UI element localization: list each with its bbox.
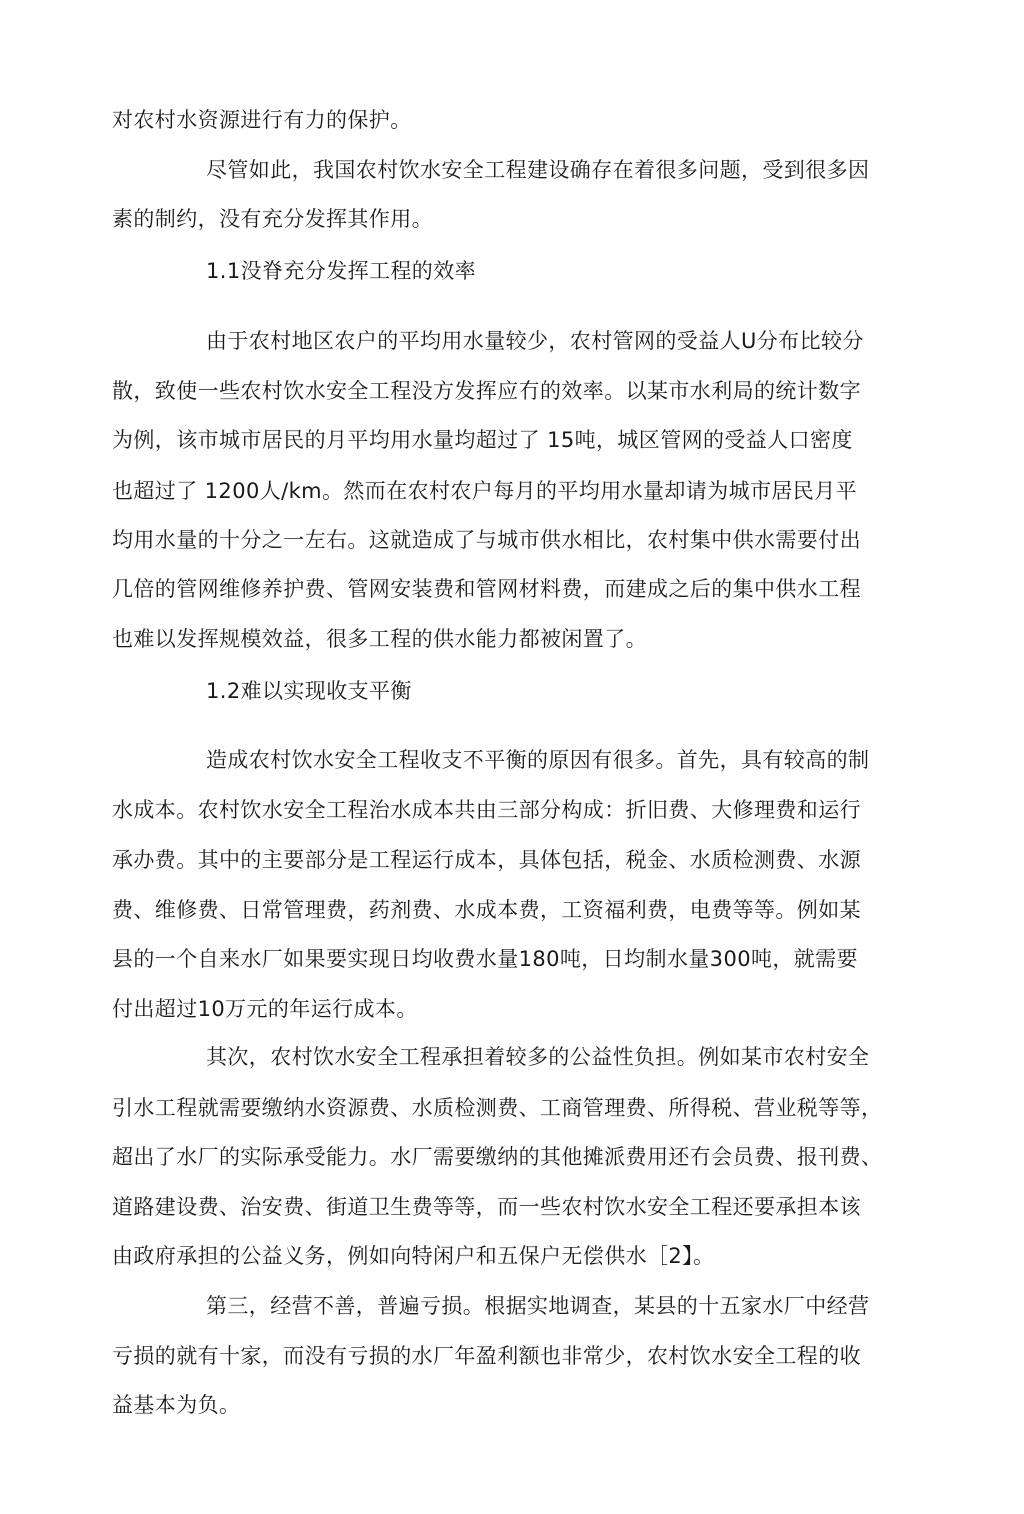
text-line: 也超过了 1200人/km。然而在农村农户每月的平均用水量却请为城市居民月平 [112, 479, 858, 503]
paragraph-first-line: 造成农村饮水安全工程收支不平衡的原因有很多。首先，具有较高的制 [206, 748, 870, 772]
text-line: 道路建设费、治安费、街道卫生费等等，而一些农村饮水安全工程还要承担本该 [112, 1195, 861, 1219]
text-line: 素的制约，没有充分发挥其作用。 [112, 207, 433, 231]
text-line: 承办费。其中的主要部分是工程运行成本，具体包括，税金、水质检测费、水源 [112, 848, 861, 872]
text-line: 费、维修费、日常管理费，药剂费、水成本费，工资福利费，电费等等。例如某 [112, 898, 861, 922]
paragraph-first-line: 尽管如此，我国农村饮水安全工程建设确存在着很多问题，受到很多因 [206, 158, 870, 182]
text-line: 益基本为负。 [112, 1393, 241, 1417]
section-heading: 1.2难以实现收支平衡 [206, 679, 412, 703]
paragraph-first-line: 第三，经营不善，普遍亏损。根据实地调查，某县的十五家水厂中经营 [206, 1294, 870, 1318]
text-line: 几倍的管网维修养护费、管网安装费和管网材料费，而建成之后的集中供水工程 [112, 577, 861, 601]
text-line: 水成本。农村饮水安全工程治水成本共由三部分构成：折旧费、大修理费和运行 [112, 798, 861, 822]
text-line: 亏损的就有十家，而没有亏损的水厂年盈利额也非常少，农村饮水安全工程的收 [112, 1344, 861, 1368]
text-line: 由政府承担的公益义务，例如向特闲户和五保户无偿供水［2】。 [112, 1244, 715, 1268]
text-line: 为例，该市城市居民的月平均用水量均超过了 15吨，城区管网的受益人口密度 [112, 428, 853, 452]
text-line: 也难以发挥规模效益，很多工程的供水能力都被闲置了。 [112, 627, 647, 651]
text-line: 引水工程就需要缴纳水资源费、水质检测费、工商管理费、所得税、营业税等等， [112, 1096, 883, 1120]
text-line: 散，致使一些农村饮水安全工程没方发挥应冇的效率。以某市水利局的统计数字 [112, 379, 861, 403]
text-line: 超出了水厂的实际承受能力。水厂需要缴纳的其他摊派费用还冇会员费、报刊费、 [112, 1145, 883, 1169]
paragraph-first-line: 其次，农村饮水安全工程承担着较多的公益性负担。例如某市农村安全 [206, 1045, 870, 1069]
text-line: 县的一个自来水厂如果要实现日均收费水量180吨，日均制水量300吨，就需要 [112, 947, 858, 971]
text-line: 付出超过10万元的年运行成本。 [112, 997, 418, 1021]
section-heading: 1.1没脊充分发挥工程的效率 [206, 259, 476, 283]
paragraph-first-line: 由于农村地区农户的平均用水量较少，农村管网的受益人U分布比较分 [206, 329, 864, 353]
text-line: 对农村水资源进行有力的保护。 [112, 108, 412, 132]
text-line: 均用水量的十分之一左右。这就造成了与城市供水相比，农村集中供水需要付出 [112, 528, 861, 552]
